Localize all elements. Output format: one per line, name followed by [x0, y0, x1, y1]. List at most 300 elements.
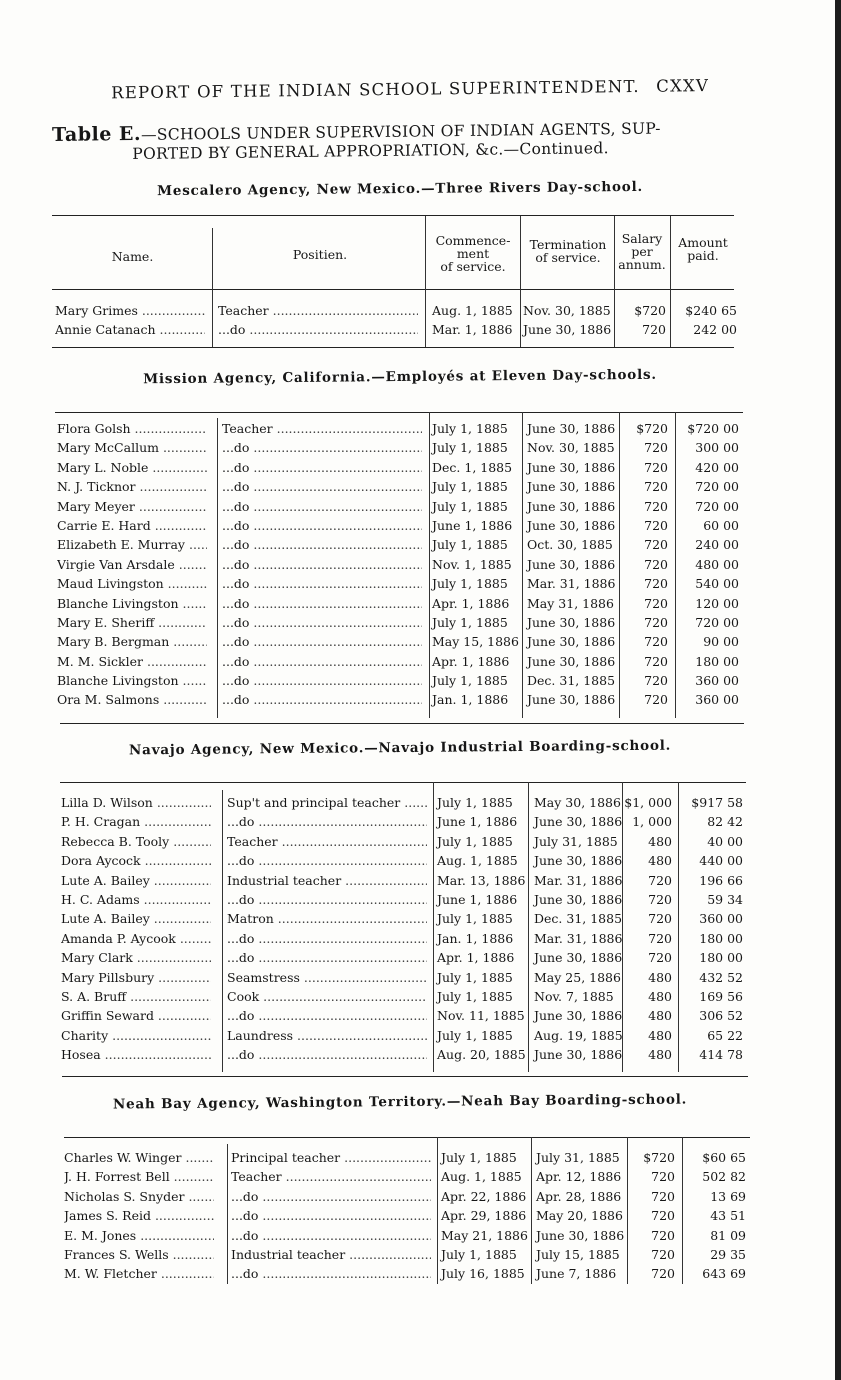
table-row [64, 1247, 754, 1266]
commencement-cell: Nov. 11, 1885 [437, 1008, 525, 1024]
position-cell: ...do ..... [222, 479, 422, 494]
commencement-cell: Aug. 20, 1885 [437, 1047, 526, 1063]
amount-cell: 414 78 [699, 1047, 743, 1063]
name-cell: M. W. Fletcher ..... [64, 1266, 214, 1281]
amount-cell: 300 00 [695, 440, 739, 456]
amount-cell: $917 58 [691, 795, 743, 810]
commencement-cell: Apr. 1, 1886 [432, 595, 510, 611]
commencement-cell: Aug. 1, 1885 [432, 303, 513, 318]
commencement-cell: Jan. 1, 1886 [437, 930, 514, 946]
amount-cell: 169 56 [699, 988, 743, 1004]
commencement-cell: Mar. 13, 1886 [437, 872, 526, 888]
commencement-cell: Dec. 1, 1885 [432, 459, 513, 475]
amount-cell: 65 22 [707, 1027, 743, 1043]
salary-cell: 480 [648, 1047, 672, 1063]
termination-cell: June 30, 1886 [534, 853, 623, 869]
name-cell: Dora Aycock ..... [61, 853, 211, 868]
table-row [64, 1208, 754, 1227]
amount-cell: 480 00 [695, 556, 739, 572]
commencement-cell: July 1, 1885 [437, 988, 513, 1004]
position-cell: ...do ..... [227, 892, 427, 907]
position-cell: ...do ..... [222, 499, 422, 514]
termination-cell: June 30, 1886 [534, 1047, 623, 1063]
amount-cell: 90 00 [703, 634, 739, 650]
termination-cell: June 30, 1886 [527, 479, 616, 495]
name-cell: Mary Grimes ..... [55, 303, 205, 318]
name-cell: Carrie E. Hard ..... [57, 518, 207, 533]
amount-cell: 540 00 [695, 576, 739, 592]
position-cell: Teacher ..... [227, 834, 427, 849]
position-cell: Teacher ..... [218, 303, 418, 318]
name-cell: Mary Pillsbury ..... [61, 970, 211, 985]
commencement-cell: July 1, 1885 [441, 1150, 517, 1165]
name-cell: Charles W. Winger ..... [64, 1150, 214, 1165]
amount-cell: 720 00 [695, 498, 739, 514]
col-header-termination-2: of service. [535, 250, 601, 265]
position-cell: ...do ..... [218, 322, 418, 337]
table-row [57, 615, 747, 634]
col-header-salary [614, 232, 670, 271]
table-row [61, 1047, 751, 1066]
position-cell: ...do ..... [231, 1266, 431, 1281]
name-cell: E. M. Jones ..... [64, 1228, 214, 1243]
section-bottom-rule [60, 723, 744, 724]
amount-cell: 240 00 [695, 537, 739, 553]
table-row [61, 873, 751, 892]
amount-cell: 82 42 [707, 814, 743, 830]
table-row [64, 1189, 754, 1208]
commencement-cell: July 1, 1885 [437, 795, 513, 810]
name-cell: M. M. Sickler ..... [57, 654, 207, 669]
amount-cell: 420 00 [695, 459, 739, 475]
table-row [64, 1266, 754, 1285]
name-cell: Amanda P. Aycook ..... [61, 931, 211, 946]
salary-cell: 720 [642, 322, 666, 338]
section-rows-mescalero [55, 303, 745, 342]
salary-cell: 720 [644, 692, 668, 708]
col-header-salary-1: Salary [621, 231, 663, 246]
table-label: Table E. [51, 122, 142, 146]
termination-cell: Apr. 12, 1886 [536, 1169, 622, 1185]
amount-cell: 502 82 [702, 1169, 746, 1185]
termination-cell: Mar. 31, 1886 [527, 576, 616, 592]
position-cell: ...do ..... [227, 1008, 427, 1023]
commencement-cell: July 1, 1885 [432, 421, 508, 436]
section-rows-neah-bay [64, 1150, 754, 1286]
termination-cell: May 20, 1886 [536, 1208, 623, 1224]
amount-cell: 440 00 [699, 853, 743, 869]
commencement-cell: July 1, 1885 [432, 479, 508, 495]
amount-cell: 180 00 [699, 930, 743, 946]
salary-cell: 720 [644, 498, 668, 514]
amount-cell: $720 00 [687, 421, 739, 436]
salary-cell: $1, 000 [624, 795, 672, 810]
name-cell: Hosea ..... [61, 1047, 211, 1062]
commencement-cell: Apr. 1, 1886 [432, 653, 510, 669]
amount-cell: 40 00 [707, 833, 743, 849]
running-title: REPORT OF THE INDIAN SCHOOL SUPERINTENDENT. [111, 76, 640, 103]
amount-cell: 643 69 [702, 1266, 746, 1282]
amount-cell: 720 00 [695, 614, 739, 630]
name-cell: Ora M. Salmons ..... [57, 692, 207, 707]
termination-cell: June 30, 1886 [527, 498, 616, 514]
amount-cell: 59 34 [707, 891, 743, 907]
amount-cell: 120 00 [695, 595, 739, 611]
name-cell: Mary E. Sheriff ..... [57, 615, 207, 630]
table-title-line2: PORTED BY GENERAL APPROPRIATION, &c.—Continued. [132, 139, 609, 164]
table-row [57, 557, 747, 576]
termination-cell: Dec. 31, 1885 [534, 911, 623, 927]
page-number: CXXV [656, 76, 710, 96]
salary-cell: 720 [644, 556, 668, 572]
commencement-cell: June 1, 1886 [432, 517, 513, 533]
amount-cell: 306 52 [699, 1008, 743, 1024]
position-cell: Matron ..... [227, 911, 427, 926]
termination-cell: Dec. 31, 1885 [527, 673, 616, 689]
position-cell: Principal teacher ..... [231, 1150, 431, 1165]
salary-cell: 480 [648, 988, 672, 1004]
commencement-cell: Mar. 1, 1886 [432, 322, 513, 338]
table-row [61, 834, 751, 853]
salary-cell: $720 [643, 1150, 675, 1165]
table-row [64, 1169, 754, 1188]
salary-cell: 720 [648, 911, 672, 927]
name-cell: Lute A. Bailey ..... [61, 873, 211, 888]
col-header-termination-1: Termination [529, 237, 607, 252]
salary-cell: 480 [648, 969, 672, 985]
position-cell: Sup't and principal teacher ..... [227, 795, 427, 810]
name-cell: Lilla D. Wilson ..... [61, 795, 211, 810]
amount-cell: 432 52 [699, 969, 743, 985]
salary-cell: 720 [644, 614, 668, 630]
table-row [57, 537, 747, 556]
name-cell: Griffin Seward ..... [61, 1008, 211, 1023]
table-top-rule [52, 215, 734, 216]
name-cell: H. C. Adams ..... [61, 892, 211, 907]
table-row [57, 596, 747, 615]
table-row [55, 303, 745, 322]
amount-cell: 360 00 [695, 673, 739, 689]
salary-cell: 720 [651, 1169, 675, 1185]
commencement-cell: July 1, 1885 [432, 673, 508, 689]
table-row [61, 970, 751, 989]
position-cell: ...do ..... [222, 634, 422, 649]
section-rows-navajo [61, 795, 751, 1066]
name-cell: N. J. Ticknor ..... [57, 479, 207, 494]
termination-cell: May 31, 1886 [527, 595, 614, 611]
table-title [52, 118, 742, 165]
termination-cell: Oct. 30, 1885 [527, 537, 613, 553]
position-cell: ...do ..... [231, 1189, 431, 1204]
amount-cell: 13 69 [710, 1188, 746, 1204]
commencement-cell: Apr. 29, 1886 [441, 1208, 527, 1224]
position-cell: ...do ..... [227, 950, 427, 965]
name-cell: Blanche Livingston ..... [57, 673, 207, 688]
termination-cell: June 30, 1886 [527, 517, 616, 533]
position-cell: ...do ..... [227, 853, 427, 868]
table-row [61, 989, 751, 1008]
name-cell: Mary Clark ..... [61, 950, 211, 965]
col-header-name: Name. [111, 249, 154, 264]
salary-cell: 480 [648, 1008, 672, 1024]
salary-cell: $720 [636, 421, 668, 436]
table-row [57, 479, 747, 498]
amount-cell: 180 00 [699, 950, 743, 966]
commencement-cell: May 15, 1886 [432, 634, 519, 650]
termination-cell: Nov. 7, 1885 [534, 988, 614, 1004]
amount-cell: 242 00 [693, 322, 737, 338]
commencement-cell: June 1, 1886 [437, 891, 518, 907]
termination-cell: June 30, 1886 [527, 459, 616, 475]
termination-cell: Aug. 19, 1885 [534, 1027, 623, 1043]
table-row [61, 892, 751, 911]
section-heading-navajo: Navajo Agency, New Mexico.—Navajo Industrial Boarding-school. [128, 737, 672, 759]
amount-cell: $240 65 [685, 303, 737, 318]
salary-cell: 720 [644, 479, 668, 495]
name-cell: J. H. Forrest Bell ..... [64, 1169, 214, 1184]
salary-cell: 720 [644, 595, 668, 611]
name-cell: Lute A. Bailey ..... [61, 911, 211, 926]
termination-cell: Nov. 30, 1885 [527, 440, 615, 456]
col-header-salary-2: per [631, 244, 653, 259]
termination-cell: June 30, 1886 [527, 614, 616, 630]
position-cell: Teacher ..... [222, 421, 422, 436]
amount-cell: 81 09 [710, 1227, 746, 1243]
salary-cell: 720 [651, 1227, 675, 1243]
position-cell: ...do ..... [227, 814, 427, 829]
table-row [61, 1008, 751, 1027]
col-header-amount-1: Amount [678, 235, 728, 250]
name-cell: Elizabeth E. Murray ..... [57, 537, 207, 552]
salary-cell: 720 [651, 1188, 675, 1204]
section-bottom-rule [52, 347, 734, 348]
section-top-rule [64, 1137, 750, 1138]
position-cell: ...do ..... [227, 1047, 427, 1062]
name-cell: Frances S. Wells ..... [64, 1247, 214, 1262]
commencement-cell: June 1, 1886 [437, 814, 518, 830]
name-cell: Maud Livingston ..... [57, 576, 207, 591]
commencement-cell: Apr. 22, 1886 [441, 1188, 527, 1204]
name-cell: S. A. Bruff ..... [61, 989, 211, 1004]
position-cell: Laundress ..... [227, 1028, 427, 1043]
position-cell: ...do ..... [231, 1228, 431, 1243]
termination-cell: Apr. 28, 1886 [536, 1188, 622, 1204]
salary-cell: 720 [644, 576, 668, 592]
position-cell: ...do ..... [222, 654, 422, 669]
section-heading-mission: Mission Agency, California.—Employés at Eleven Day-schools. [143, 366, 657, 388]
position-cell: ...do ..... [227, 931, 427, 946]
name-cell: Mary McCallum ..... [57, 440, 207, 455]
commencement-cell: Apr. 1, 1886 [437, 950, 515, 966]
commencement-cell: Aug. 1, 1885 [441, 1169, 522, 1185]
termination-cell: Nov. 30, 1885 [523, 303, 611, 318]
table-row [57, 654, 747, 673]
commencement-cell: July 1, 1885 [437, 833, 513, 849]
position-cell: ...do ..... [222, 518, 422, 533]
termination-cell: July 31, 1885 [534, 833, 618, 849]
salary-cell: 720 [648, 930, 672, 946]
commencement-cell: Jan. 1, 1886 [432, 692, 509, 708]
commencement-cell: July 1, 1885 [432, 537, 508, 553]
commencement-cell: July 1, 1885 [437, 969, 513, 985]
salary-cell: 720 [644, 537, 668, 553]
table-title-line1: —SCHOOLS UNDER SUPERVISION OF INDIAN AGENTS, SUP- [140, 119, 661, 144]
col-header-position: Positien. [292, 247, 348, 262]
table-row [61, 931, 751, 950]
salary-cell: 720 [651, 1208, 675, 1224]
salary-cell: 480 [648, 853, 672, 869]
position-cell: ...do ..... [222, 576, 422, 591]
salary-cell: 720 [644, 517, 668, 533]
table-row [64, 1228, 754, 1247]
name-cell: Virgie Van Arsdale ..... [57, 557, 207, 572]
col-header-amount-2: paid. [687, 248, 719, 263]
termination-cell: June 30, 1886 [534, 1008, 623, 1024]
termination-cell: June 30, 1886 [536, 1227, 625, 1243]
position-cell: ...do ..... [222, 557, 422, 572]
termination-cell: June 30, 1886 [527, 634, 616, 650]
table-row [61, 1028, 751, 1047]
section-top-rule [55, 412, 743, 413]
name-cell: Nicholas S. Snyder ..... [64, 1189, 214, 1204]
termination-cell: June 30, 1886 [527, 421, 616, 436]
table-row [57, 634, 747, 653]
commencement-cell: July 1, 1885 [441, 1246, 517, 1262]
termination-cell: Mar. 31, 1886 [534, 930, 623, 946]
commencement-cell: July 1, 1885 [432, 440, 508, 456]
name-cell: Mary B. Bergman ..... [57, 634, 207, 649]
salary-cell: 720 [644, 459, 668, 475]
table-row [57, 460, 747, 479]
col-header-amount [672, 236, 734, 262]
salary-cell: 720 [648, 872, 672, 888]
salary-cell: $720 [634, 303, 666, 318]
table-row [61, 853, 751, 872]
termination-cell: July 15, 1885 [536, 1246, 620, 1262]
name-cell: Annie Catanach ..... [55, 322, 205, 337]
commencement-cell: Nov. 1, 1885 [432, 556, 512, 572]
name-cell: James S. Reid ..... [64, 1208, 214, 1223]
name-cell: Charity ..... [61, 1028, 211, 1043]
header-bottom-rule [52, 289, 734, 290]
commencement-cell: Aug. 1, 1885 [437, 853, 518, 869]
table-row [57, 421, 747, 440]
position-cell: Seamstress ..... [227, 970, 427, 985]
commencement-cell: May 21, 1886 [441, 1227, 528, 1243]
termination-cell: June 30, 1886 [534, 891, 623, 907]
position-cell: Industrial teacher ..... [231, 1247, 431, 1262]
commencement-cell: July 1, 1885 [437, 911, 513, 927]
salary-cell: 480 [648, 1027, 672, 1043]
table-row [57, 518, 747, 537]
table-row [57, 576, 747, 595]
position-cell: Cook ..... [227, 989, 427, 1004]
salary-cell: 720 [648, 950, 672, 966]
name-cell: Mary Meyer ..... [57, 499, 207, 514]
section-heading-mescalero: Mescalero Agency, New Mexico.—Three Rivers Day-school. [157, 178, 644, 200]
position-cell: ...do ..... [222, 537, 422, 552]
salary-cell: 480 [648, 833, 672, 849]
position-cell: Teacher ..... [231, 1169, 431, 1184]
table-row [61, 911, 751, 930]
commencement-cell: July 1, 1885 [432, 498, 508, 514]
table-row [61, 950, 751, 969]
section-heading-neah-bay: Neah Bay Agency, Washington Territory.—Neah Bay Boarding-school. [112, 1091, 688, 1113]
termination-cell: May 25, 1886 [534, 969, 621, 985]
amount-cell: $60 65 [702, 1150, 746, 1165]
termination-cell: June 30, 1886 [527, 692, 616, 708]
termination-cell: June 30, 1886 [527, 556, 616, 572]
position-cell: ...do ..... [222, 673, 422, 688]
salary-cell: 720 [644, 634, 668, 650]
salary-cell: 720 [644, 653, 668, 669]
amount-cell: 60 00 [703, 517, 739, 533]
section-rows-mission [57, 421, 747, 712]
position-cell: ...do ..... [231, 1208, 431, 1223]
table-row [55, 322, 745, 341]
salary-cell: 720 [648, 891, 672, 907]
name-cell: Blanche Livingston ..... [57, 596, 207, 611]
amount-cell: 29 35 [710, 1246, 746, 1262]
page-edge-shadow [835, 0, 841, 1380]
salary-cell: 720 [651, 1266, 675, 1282]
amount-cell: 360 00 [699, 911, 743, 927]
running-head [60, 75, 760, 103]
table-row [61, 814, 751, 833]
name-cell: Rebecca B. Tooly ..... [61, 834, 211, 849]
table-row [57, 499, 747, 518]
amount-cell: 196 66 [699, 872, 743, 888]
table-row [57, 673, 747, 692]
termination-cell: June 30, 1886 [534, 814, 623, 830]
salary-cell: 720 [644, 673, 668, 689]
salary-cell: 720 [651, 1246, 675, 1262]
name-cell: Flora Golsh ..... [57, 421, 207, 436]
position-cell: ...do ..... [222, 440, 422, 455]
commencement-cell: July 1, 1885 [432, 576, 508, 592]
table-row [57, 692, 747, 711]
termination-cell: Mar. 31, 1886 [534, 872, 623, 888]
col-header-termination [522, 238, 614, 264]
termination-cell: July 31, 1885 [536, 1150, 620, 1165]
commencement-cell: July 16, 1885 [441, 1266, 525, 1282]
salary-cell: 1, 000 [632, 814, 672, 830]
position-cell: ...do ..... [222, 596, 422, 611]
amount-cell: 720 00 [695, 479, 739, 495]
commencement-cell: July 1, 1885 [437, 1027, 513, 1043]
termination-cell: June 7, 1886 [536, 1266, 617, 1282]
name-cell: Mary L. Noble ..... [57, 460, 207, 475]
termination-cell: June 30, 1886 [534, 950, 623, 966]
amount-cell: 180 00 [695, 653, 739, 669]
table-row [61, 795, 751, 814]
salary-cell: 720 [644, 440, 668, 456]
table-row [57, 440, 747, 459]
col-header-commencement-1: Commence- [435, 233, 511, 248]
table-row [64, 1150, 754, 1169]
col-header-salary-3: annum. [618, 257, 666, 272]
position-cell: ...do ..... [222, 692, 422, 707]
commencement-cell: July 1, 1885 [432, 614, 508, 630]
section-bottom-rule [62, 1076, 748, 1077]
col-header-commencement-2: ment [456, 246, 490, 261]
termination-cell: June 30, 1886 [527, 653, 616, 669]
name-cell: P. H. Cragan ..... [61, 814, 211, 829]
position-cell: ...do ..... [222, 615, 422, 630]
amount-cell: 43 51 [710, 1208, 746, 1224]
col-header-commencement-3: of service. [440, 259, 506, 274]
position-cell: Industrial teacher ..... [227, 873, 427, 888]
